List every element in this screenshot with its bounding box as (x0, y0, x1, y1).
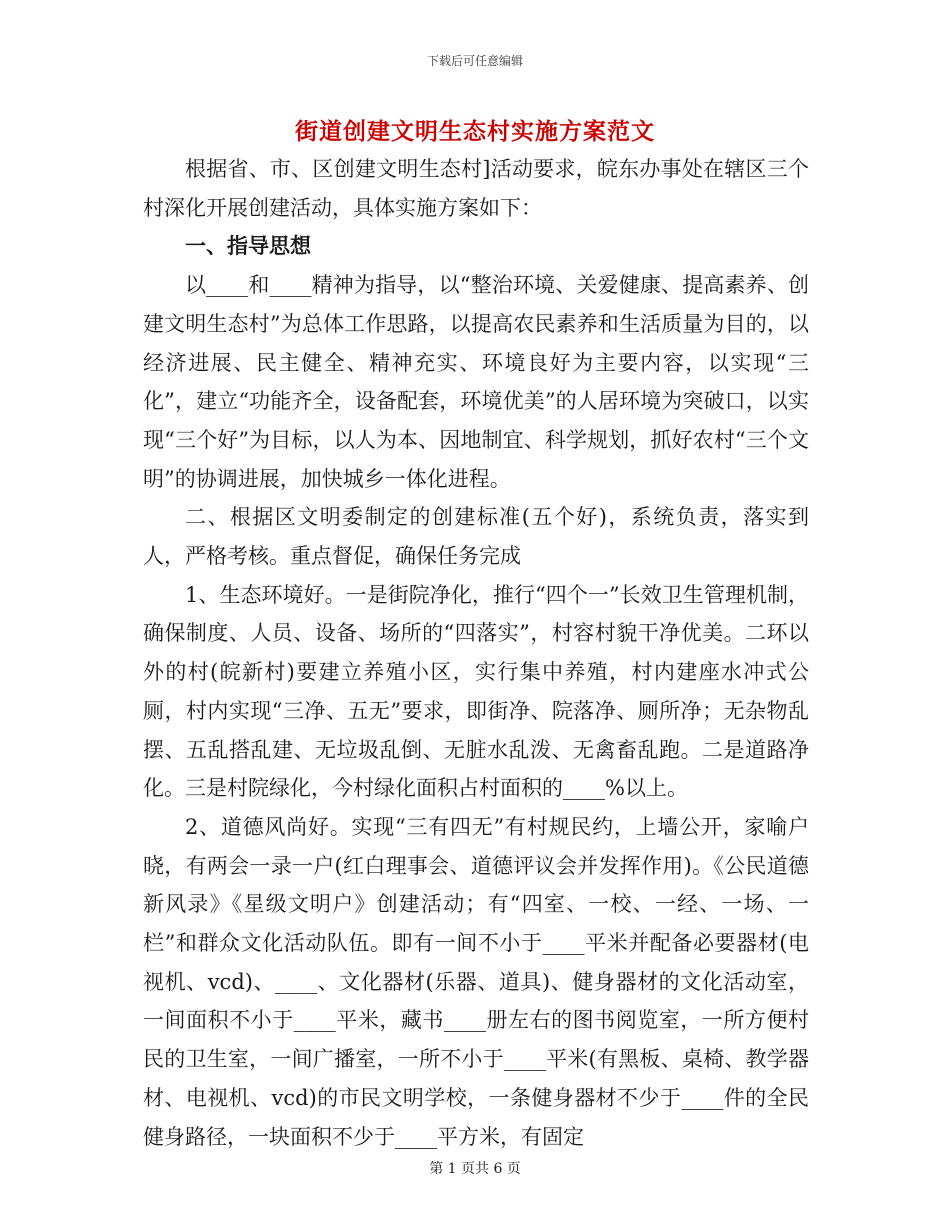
page-number: 第 1 页共 6 页 (429, 1161, 521, 1177)
document-body (143, 150, 809, 1156)
section-heading-standards: 二、根据区文明委制定的创建标准(五个好)，系统负责，落实到人，严格考核。重点督促，确保任务完成 (143, 505, 809, 569)
page-header-note: 下载后可任意编辑 (426, 54, 523, 68)
guiding-ideology-paragraph: 以____和____精神为指导，以“整治环境、关爱健康、提高素养、创建文明生态村”为总体工作思路，以提高农民素养和生活质量为目的，以经济进展、民主健全、精神充实、环境良好为主要内容，以实现“三化”，建立“功能齐全，设备配套，环境优美”的人居环境为突破口，以实现“三个好”为目标，以人为本、因地制宜、科学规划，抓好农村“三个文明”的协调进展，加快城乡一体化进程。 (143, 273, 809, 491)
ecological-environment-paragraph: 1、生态环境好。一是街院净化，推行“四个一”长效卫生管理机制，确保制度、人员、设备、场所的“四落实”，村容村貌干净优美。二环以外的村(皖新村)要建立养殖小区，实行集中养殖，村内建座水冲式公厕，村内实现“三净、五无”要求，即街净、院落净、厕所净；无杂物乱摆、五乱搭乱建、无垃圾乱倒、无脏水乱泼、无禽畜乱跑。二是道路净化。三是村院绿化，今村绿化面积占村面积的____%以上。 (143, 582, 809, 801)
section-heading-guiding-ideology: 一、指导思想 (185, 233, 311, 259)
intro-paragraph: 根据省、市、区创建文明生态村]活动要求，皖东办事处在辖区三个村深化开展创建活动，具体实施方案如下： (143, 157, 809, 220)
document-title: 街道创建文明生态村实施方案范文 (295, 118, 655, 145)
moral-customs-paragraph: 2、道德风尚好。实现“三有四无”有村规民约，上墙公开，家喻户晓，有两会一录一户(红白理事会、道德评议会并发挥作用)。《公民道德新风录》《星级文明户》创建活动；有“四室、一校、一经、一场、一栏”和群众文化活动队伍。即有一间不小于____平米并配备必要器材(电视机、vcd)、____、文化器材(乐器、道具)、健身器材的文化活动室，一间面积不小于____平米，藏书____册左右的图书阅览室，一所方便村民的卫生室，一间广播室，一所不小于____平米(有黑板、桌椅、教学器材、电视机、vcd)的市民文明学校，一条健身器材不少于____件的全民健身路径，一块面积不少于____平方米，有固定 (143, 814, 809, 1149)
